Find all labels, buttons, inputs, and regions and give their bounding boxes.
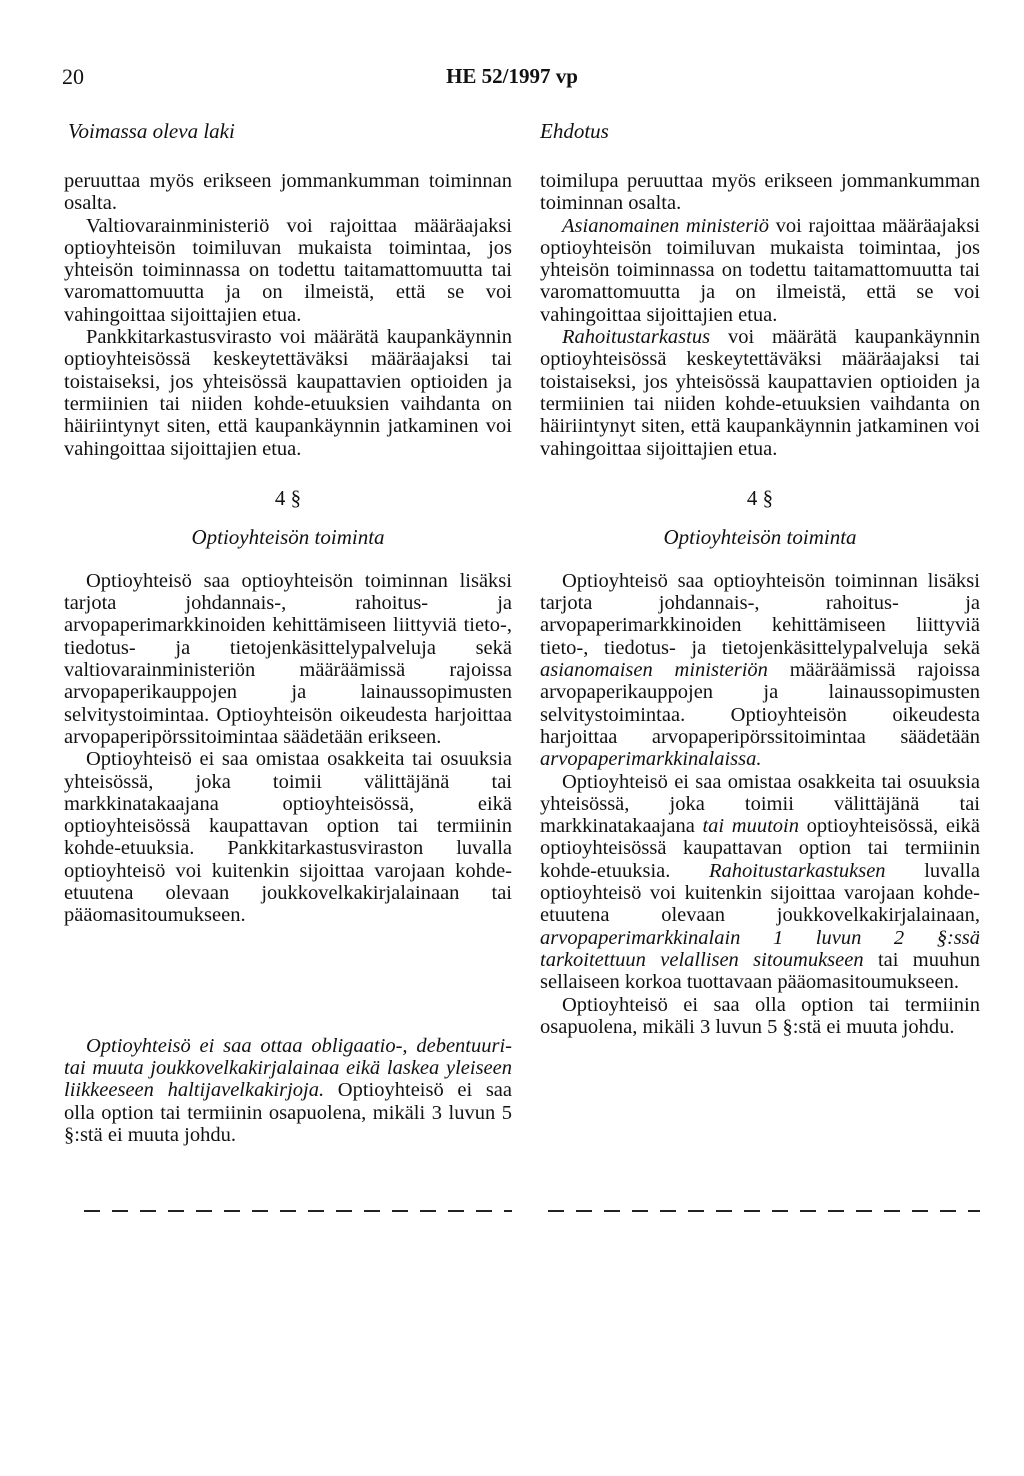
proposal-paragraph-3 — [540, 326, 980, 460]
proposal-heading: Ehdotus — [540, 119, 609, 143]
italic-text: arvopaperimarkkinalaissa. — [540, 748, 762, 771]
section-number: 4 § — [746, 485, 774, 510]
current-law-paragraph-6 — [64, 1035, 512, 1146]
current-law-paragraph-5: Optioyhteisö ei saa omistaa osakkeita tai osuuksia yhteisössä, joka toimii välittäjänä tai markkinatakaajana optioyhteisössä, eikä optioyhteisössä kaupattavan option tai termiinin kohde-etuuksia. Pankkitarkastusviraston luvalla optioyhteisö voi kuitenkin sijoittaa varojaan kohde-etuutena olevaan joukkovelkakirjalainaan tai pääomasitoumukseen. — [64, 748, 512, 927]
proposal-column — [540, 118, 980, 1038]
proposal-paragraph-4 — [540, 570, 980, 771]
left-dashed-separator — [84, 1210, 512, 1212]
italic-text: asianomaisen ministeriön — [540, 659, 768, 682]
italic-text: arvopaperimarkkinalain 1 luvun 2 §:ssä tarkoitettuun velallisen sitoumukseen — [540, 926, 980, 971]
column-gap — [64, 927, 512, 1035]
italic-text: Optioyhteisö ei saa ottaa obligaatio-, debentuuri- tai muuta joukkovelkakirjalainaa eikä laskea yleiseen liikkeeseen haltijavelkakirjoja. — [64, 1034, 512, 1102]
section-number: 4 § — [274, 485, 302, 510]
body-text: luvalla optioyhteisö voi kuitenkin sijoittaa varojaan kohde-etuutena olevaan joukkovelkakirjalainaan, — [540, 859, 980, 927]
proposal-paragraph-1: toimilupa peruuttaa myös erikseen jommankumman toiminnan osalta. — [540, 170, 980, 215]
right-dashed-separator — [548, 1210, 980, 1212]
body-text: voi määrätä kaupankäynnin optioyhteisössä keskeytettäväksi määräajaksi tai toistaiseksi, jos yhteisössä kaupattavien optioiden ja termiinien tai niiden kohde-etuuksien vaihdanta on häiriintynyt siten, että kaupankäynnin jatkaminen voi vahingoittaa sijoittajien etua. — [540, 326, 980, 460]
body-text: Optioyhteisö ei saa omistaa osakkeita tai osuuksia yhteisössä, joka toimii välittäjänä tai markkinatakaajana — [540, 770, 980, 838]
section-title: Optioyhteisön toiminta — [663, 524, 857, 549]
body-text: optioyhteisössä, eikä optioyhteisössä kaupattavan option tai termiinin kohde-etuuksia. — [540, 815, 980, 882]
current-law-column — [64, 118, 512, 1146]
italic-text: tai muutoin — [702, 815, 799, 838]
document-id: HE 52/1997 vp — [446, 64, 578, 88]
body-text: määräämissä rajoissa arvopaperikauppojen ja lainaussopimusten selvitystoimintaa. Optioyhteisön oikeudesta harjoittaa arvopaperipörssitoimintaa säädetään — [540, 659, 980, 748]
italic-text: Asianomainen ministeriö — [562, 214, 770, 237]
page-number: 20 — [62, 64, 84, 89]
section-title: Optioyhteisön toiminta — [191, 524, 385, 549]
body-text: tai muuhun sellaiseen korkoa tuottavaan pääomasitoumukseen. — [540, 948, 980, 994]
proposal-paragraph-2 — [540, 215, 980, 326]
proposal-paragraph-6: Optioyhteisö ei saa olla option tai termiinin osapuolena, mikäli 3 luvun 5 §:stä ei muuta johdu. — [540, 993, 980, 1038]
current-law-paragraph-1: peruuttaa myös erikseen jommankumman toiminnan osalta. — [64, 170, 512, 215]
body-text: Optioyhteisö saa optioyhteisön toiminnan lisäksi tarjota johdannais-, rahoitus- ja arvopaperimarkkinoiden kehittämiseen liittyviä tieto-, tiedotus- ja tietojenkäsittelypalveluja sekä — [540, 569, 980, 659]
body-text: voi rajoittaa määräajaksi optioyhteisön toimiluvan mukaista toimintaa, jos yhteisön toiminnassa on todettu taitamattomuutta tai varomattomuutta ja on ilmeistä, että se voi vahingoittaa sijoittajien etua. — [540, 214, 980, 326]
current-law-heading: Voimassa oleva laki — [68, 119, 235, 143]
current-law-paragraph-4: Optioyhteisö saa optioyhteisön toiminnan lisäksi tarjota johdannais-, rahoitus- ja arvopaperimarkkinoiden kehittämiseen liittyviä tieto-, tiedotus- ja tietojenkäsittelypalveluja sekä valtiovarainministeriön määräämissä rajoissa arvopaperikauppojen ja lainaussopimusten selvitystoimintaa. Optioyhteisön oikeudesta harjoittaa arvopaperipörssitoimintaa säädetään erikseen. — [64, 569, 512, 748]
italic-text: Rahoitustarkastuksen — [709, 859, 886, 882]
current-law-paragraph-3: Pankkitarkastusvirasto voi määrätä kaupankäynnin optioyhteisössä keskeytettäväksi määräajaksi tai toistaiseksi, jos yhteisössä kaupattavien optioiden ja termiinien tai niiden kohde-etuuksien vaihdanta on häiriintynyt siten, että kaupankäynnin jatkaminen voi vahingoittaa sijoittajien etua. — [64, 326, 512, 460]
italic-text: Rahoitustarkastus — [562, 326, 711, 349]
proposal-paragraph-5 — [540, 771, 980, 994]
current-law-paragraph-2: Valtiovarainministeriö voi rajoittaa määräajaksi optioyhteisön toimiluvan mukaista toimintaa, jos yhteisön toiminnassa on todettu taitamattomuutta tai varomattomuutta ja on ilmeistä, että se voi vahingoittaa sijoittajien etua. — [64, 214, 512, 326]
body-text: Optioyhteisö ei saa olla option tai termiinin osapuolena, mikäli 3 luvun 5 §:stä ei muuta johdu. — [64, 1079, 512, 1146]
